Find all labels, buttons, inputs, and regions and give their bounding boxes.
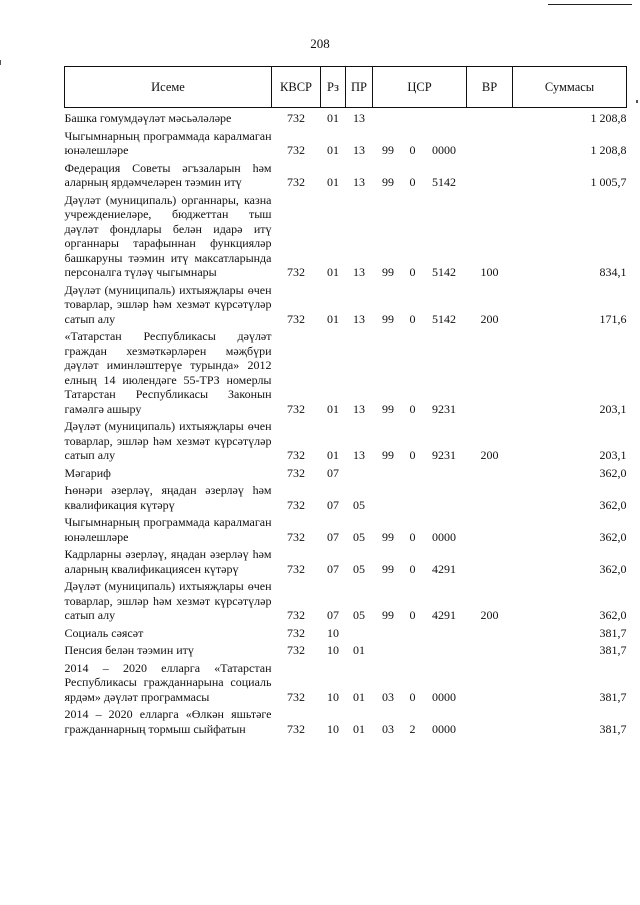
header-name: Исеме xyxy=(65,67,272,108)
table-cell-rz: 07 xyxy=(327,561,339,576)
table-cell-pr xyxy=(346,463,373,481)
table-cell-csr-program: 99 xyxy=(382,529,394,544)
table-cell-vr: 200 xyxy=(480,608,499,622)
table-row xyxy=(65,326,627,416)
table-cell-pr: 13 xyxy=(353,111,365,125)
table-row xyxy=(65,190,627,280)
table-cell-sum: 381,7 xyxy=(599,721,627,736)
table-cell-csr-code xyxy=(422,463,467,481)
table-cell-csr-program: 99 xyxy=(382,311,394,326)
table-cell-csr-code: 5142 xyxy=(432,265,456,279)
table-cell-rz: 10 xyxy=(327,643,339,657)
table-cell-rz: 01 xyxy=(327,401,339,416)
table-row xyxy=(65,480,627,512)
table-cell-kvsr: 732 xyxy=(287,643,305,657)
table-cell-sum: 362,0 xyxy=(599,497,627,512)
table-cell-name: Һөнәри әзерләү, яңадан әзерләү һәм квалификация күтәрү xyxy=(64,483,272,512)
table-cell-name: «Татарстан Республикасы дәүләт граждан хезмәткәрләрен мәҗбүри дәүләт иминләштерүе турында» 2012 елның 14 июлендәге 55-ТРЗ номерлы Татарстан Республикасы Законын гамәлгә ашыру xyxy=(64,329,272,416)
table-cell-name: Дәүләт (муниципаль) органнары, казна учреждениеләре, бюджеттан тыш дәүләт фондлары белән идарә итү органнары тарафыннан функцияләр башкаруны тәэмин итү максатларында персоналга түләү чыгымнары xyxy=(64,192,272,279)
table-cell-rz: 07 xyxy=(327,465,339,480)
table-cell-csr-subprogram: 0 xyxy=(409,311,416,326)
table-cell-csr-subprogram: 2 xyxy=(409,721,416,736)
budget-table xyxy=(64,66,627,736)
table-cell-vr xyxy=(467,640,513,658)
table-cell-csr-program xyxy=(373,640,404,658)
table-cell-csr-code: 5142 xyxy=(432,311,456,326)
table-row xyxy=(65,280,627,327)
table-cell-sum: 362,0 xyxy=(599,561,627,576)
table-cell-kvsr: 732 xyxy=(287,689,305,704)
table-cell-rz: 01 xyxy=(327,143,339,157)
table-cell-rz: 01 xyxy=(327,175,339,189)
header-pr: ПР xyxy=(346,67,373,108)
table-cell-pr: 13 xyxy=(353,401,365,416)
table-cell-name: Кадрларны әзерләү, яңадан әзерләү һәм аларның квалификациясен күтәрү xyxy=(64,547,272,576)
table-cell-csr-program xyxy=(373,480,404,512)
table-cell-csr-code: 0000 xyxy=(432,529,456,544)
table-cell-name: Башка гомумдәүләт мәсьәләләре xyxy=(64,111,232,125)
table-cell-kvsr: 732 xyxy=(287,143,305,157)
table-cell-csr-program: 03 xyxy=(382,689,394,704)
header-vr: ВР xyxy=(467,67,513,108)
table-cell-sum: 381,7 xyxy=(599,689,627,704)
table-cell-csr-code xyxy=(422,623,467,641)
table-cell-pr: 13 xyxy=(353,265,365,279)
table-cell-csr-subprogram: 0 xyxy=(409,529,416,544)
table-cell-csr-subprogram: 0 xyxy=(409,143,416,157)
margin-mark xyxy=(636,100,638,103)
table-cell-kvsr: 732 xyxy=(287,721,305,736)
table-cell-sum: 1 208,8 xyxy=(590,143,627,157)
table-cell-vr: 200 xyxy=(480,448,499,462)
table-cell-sum: 362,0 xyxy=(599,465,627,480)
table-cell-sum: 203,1 xyxy=(599,401,627,416)
table-cell-vr: 100 xyxy=(480,265,499,279)
top-rule xyxy=(548,4,632,5)
table-row xyxy=(65,416,627,463)
table-cell-csr-code: 9231 xyxy=(432,448,456,462)
table-cell-sum: 362,0 xyxy=(599,608,627,622)
table-cell-kvsr: 732 xyxy=(287,175,305,189)
table-cell-vr xyxy=(467,326,513,416)
table-cell-csr-code xyxy=(422,108,467,126)
table-row xyxy=(65,704,627,736)
table-row xyxy=(65,658,627,705)
table-cell-name: Дәүләт (муниципаль) ихтыяҗлары өчен товарлар, эшләр һәм хезмәт күрсәтүләр сатып алу xyxy=(64,419,272,462)
table-cell-kvsr: 732 xyxy=(287,529,305,544)
table-cell-vr: 200 xyxy=(480,311,499,326)
table-cell-rz: 10 xyxy=(327,625,339,640)
table-cell-kvsr: 732 xyxy=(287,497,305,512)
table-cell-name: Дәүләт (муниципаль) ихтыяҗлары өчен товарлар, эшләр һәм хезмәт күрсәтүләр сатып алу xyxy=(64,282,272,326)
table-row xyxy=(65,158,627,190)
table-cell-csr-code: 4291 xyxy=(432,608,456,622)
table-cell-csr-subprogram: 0 xyxy=(409,448,416,462)
table-cell-csr-program: 99 xyxy=(382,448,394,462)
table-cell-csr-code: 9231 xyxy=(432,401,456,416)
table-cell-vr xyxy=(467,480,513,512)
table-cell-name: 2014 – 2020 елларга «Татарстан Республикасы гражданнарына социаль ярдәм» дәүләт программасы xyxy=(64,660,272,704)
table-header-row xyxy=(65,67,627,108)
table-cell-csr-subprogram: 0 xyxy=(409,561,416,576)
table-cell-name: Социаль сәясәт xyxy=(64,625,144,640)
table-cell-pr: 13 xyxy=(353,143,365,157)
table-cell-kvsr: 732 xyxy=(287,625,305,640)
table-cell-csr-program: 99 xyxy=(382,608,394,622)
table-cell-vr xyxy=(467,704,513,736)
header-sum: Суммасы xyxy=(513,67,627,108)
table-row xyxy=(65,108,627,126)
table-cell-name: Федерация Советы әгъзаларын һәм аларның ярдәмчеләрен тәэмин итү xyxy=(64,160,272,189)
table-cell-csr-program: 99 xyxy=(382,265,394,279)
table-cell-rz: 01 xyxy=(327,311,339,326)
table-cell-pr: 05 xyxy=(353,561,365,576)
table-row xyxy=(65,544,627,576)
table-cell-kvsr: 732 xyxy=(287,561,305,576)
table-cell-pr: 01 xyxy=(353,721,365,736)
table-cell-csr-program xyxy=(373,108,404,126)
table-cell-csr-program xyxy=(373,463,404,481)
table-cell-name: Пенсия белән тәэмин итү xyxy=(64,643,194,657)
table-cell-csr-code: 0000 xyxy=(432,143,456,157)
table-cell-kvsr: 732 xyxy=(287,111,305,125)
table-cell-vr xyxy=(467,463,513,481)
table-cell-rz: 01 xyxy=(327,448,339,462)
table-cell-csr-subprogram: 0 xyxy=(409,265,416,279)
table-cell-csr-code: 0000 xyxy=(432,721,456,736)
table-row xyxy=(65,126,627,158)
table-cell-sum: 834,1 xyxy=(599,265,627,279)
header-csr: ЦСР xyxy=(373,67,467,108)
table-cell-vr xyxy=(467,126,513,158)
table-cell-pr: 05 xyxy=(353,608,365,622)
table-cell-csr-subprogram xyxy=(404,640,422,658)
table-cell-rz: 07 xyxy=(327,529,339,544)
table-cell-vr xyxy=(467,158,513,190)
table-cell-name: Дәүләт (муниципаль) ихтыяҗлары өчен товарлар, эшләр һәм хезмәт күрсәтүләр сатып алу xyxy=(64,579,272,622)
table-cell-vr xyxy=(467,108,513,126)
table-cell-csr-program: 99 xyxy=(382,401,394,416)
table-cell-pr: 13 xyxy=(353,448,365,462)
table-cell-csr-subprogram xyxy=(404,108,422,126)
table-cell-name: Мәгариф xyxy=(64,465,111,480)
table-cell-sum: 381,7 xyxy=(599,625,627,640)
table-cell-name: Чыгымнарның программада каралмаган юнәлешләре xyxy=(64,515,272,544)
table-cell-csr-code: 0000 xyxy=(432,689,456,704)
table-cell-pr xyxy=(346,623,373,641)
table-row xyxy=(65,640,627,658)
table-cell-sum: 381,7 xyxy=(599,643,627,657)
table-cell-rz: 10 xyxy=(327,721,339,736)
table-cell-pr: 05 xyxy=(353,529,365,544)
table-cell-vr xyxy=(467,512,513,544)
table-cell-rz: 01 xyxy=(327,111,339,125)
table-cell-sum: 1 005,7 xyxy=(590,175,627,189)
table-cell-csr-code xyxy=(422,480,467,512)
table-cell-kvsr: 732 xyxy=(287,401,305,416)
table-cell-rz: 07 xyxy=(327,497,339,512)
table-cell-sum: 203,1 xyxy=(599,448,627,462)
table-cell-sum: 1 208,8 xyxy=(590,111,627,125)
margin-mark xyxy=(0,60,1,65)
table-cell-csr-code xyxy=(422,640,467,658)
table-cell-csr-program: 03 xyxy=(382,721,394,736)
table-cell-rz: 10 xyxy=(327,689,339,704)
page-number: 208 xyxy=(310,36,330,51)
table-cell-kvsr: 732 xyxy=(287,448,305,462)
table-cell-csr-subprogram: 0 xyxy=(409,175,416,189)
table-cell-csr-subprogram: 0 xyxy=(409,608,416,622)
table-cell-csr-subprogram: 0 xyxy=(409,401,416,416)
table-cell-csr-program xyxy=(373,623,404,641)
table-cell-kvsr: 732 xyxy=(287,608,305,622)
table-cell-sum: 171,6 xyxy=(599,311,627,326)
table-cell-pr: 13 xyxy=(353,175,365,189)
table-cell-rz: 01 xyxy=(327,265,339,279)
table-row xyxy=(65,512,627,544)
table-cell-csr-subprogram xyxy=(404,623,422,641)
table-row xyxy=(65,463,627,481)
table-cell-pr: 01 xyxy=(353,643,365,657)
table-cell-name: 2014 – 2020 елларга «Өлкән яшьтәге гражданнарның тормыш сыйфатын xyxy=(64,707,272,736)
table-cell-pr: 05 xyxy=(353,497,365,512)
table-cell-pr: 13 xyxy=(353,311,365,326)
table-cell-csr-subprogram: 0 xyxy=(409,689,416,704)
table-cell-name: Чыгымнарның программада каралмаган юнәлешләре xyxy=(64,128,272,157)
header-kvsr: КВСР xyxy=(272,67,321,108)
table-cell-rz: 07 xyxy=(327,608,339,622)
table-cell-csr-program: 99 xyxy=(382,561,394,576)
header-rz: Рз xyxy=(321,67,346,108)
table-cell-csr-code: 5142 xyxy=(432,175,456,189)
table-cell-csr-subprogram xyxy=(404,480,422,512)
table-cell-vr xyxy=(467,623,513,641)
table-row xyxy=(65,576,627,623)
table-cell-vr xyxy=(467,658,513,705)
table-cell-kvsr: 732 xyxy=(287,265,305,279)
table-cell-csr-subprogram xyxy=(404,463,422,481)
table-cell-sum: 362,0 xyxy=(599,529,627,544)
table-cell-kvsr: 732 xyxy=(287,465,305,480)
table-cell-vr xyxy=(467,544,513,576)
table-cell-csr-program: 99 xyxy=(382,143,394,157)
table-row xyxy=(65,623,627,641)
table-cell-csr-program: 99 xyxy=(382,175,394,189)
table-cell-pr: 01 xyxy=(353,689,365,704)
table-cell-csr-code: 4291 xyxy=(432,561,456,576)
table-cell-kvsr: 732 xyxy=(287,311,305,326)
